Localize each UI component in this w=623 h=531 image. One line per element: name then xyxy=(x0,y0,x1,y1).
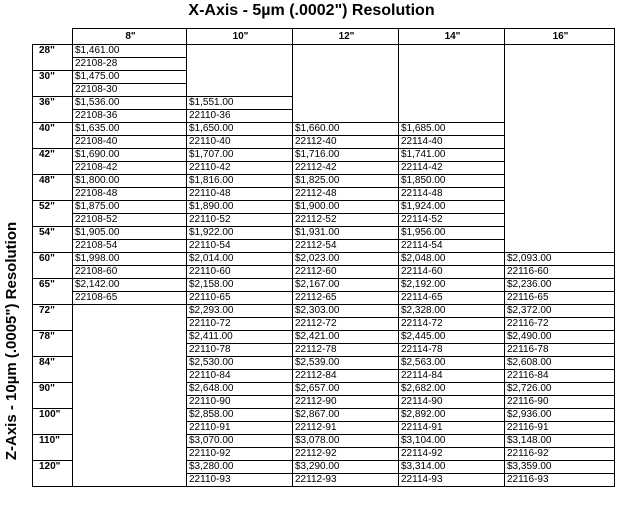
empty-cell xyxy=(187,58,293,71)
price-cell: $2,530.00 xyxy=(187,357,293,370)
empty-cell xyxy=(505,162,615,175)
row-header: 100" xyxy=(33,409,73,435)
price-cell: $1,716.00 xyxy=(293,149,399,162)
table-row xyxy=(33,318,615,331)
price-cell: $1,707.00 xyxy=(187,149,293,162)
part-number-cell: 22116-84 xyxy=(505,370,615,383)
empty-cell xyxy=(187,45,293,58)
part-number-cell: 22116-72 xyxy=(505,318,615,331)
table-row xyxy=(33,292,615,305)
price-cell: $2,682.00 xyxy=(399,383,505,396)
empty-cell xyxy=(505,149,615,162)
table-row xyxy=(33,97,615,110)
table-row xyxy=(33,422,615,435)
empty-cell xyxy=(505,240,615,253)
price-cell: $1,685.00 xyxy=(399,123,505,136)
empty-cell xyxy=(399,84,505,97)
empty-cell xyxy=(73,357,187,370)
part-number-cell: 22110-72 xyxy=(187,318,293,331)
empty-cell xyxy=(293,84,399,97)
price-cell: $2,167.00 xyxy=(293,279,399,292)
price-cell: $1,551.00 xyxy=(187,97,293,110)
table-row xyxy=(33,409,615,422)
empty-cell xyxy=(505,214,615,227)
empty-cell xyxy=(505,45,615,58)
empty-cell xyxy=(505,136,615,149)
part-number-cell: 22110-54 xyxy=(187,240,293,253)
part-number-cell: 22114-84 xyxy=(399,370,505,383)
part-number-cell: 22114-65 xyxy=(399,292,505,305)
empty-cell xyxy=(293,71,399,84)
part-number-cell: 22112-90 xyxy=(293,396,399,409)
price-cell: $2,142.00 xyxy=(73,279,187,292)
price-cell: $2,023.00 xyxy=(293,253,399,266)
part-number-cell: 22108-54 xyxy=(73,240,187,253)
row-header: 90" xyxy=(33,383,73,409)
price-cell: $1,924.00 xyxy=(399,201,505,214)
empty-cell xyxy=(505,110,615,123)
row-header: 120" xyxy=(33,461,73,487)
price-cell: $1,635.00 xyxy=(73,123,187,136)
row-header: 42" xyxy=(33,149,73,175)
price-cell: $3,070.00 xyxy=(187,435,293,448)
price-cell: $1,850.00 xyxy=(399,175,505,188)
empty-cell xyxy=(505,58,615,71)
part-number-cell: 22110-93 xyxy=(187,474,293,487)
part-number-cell: 22108-42 xyxy=(73,162,187,175)
empty-cell xyxy=(293,110,399,123)
part-number-cell: 22116-92 xyxy=(505,448,615,461)
part-number-cell: 22108-65 xyxy=(73,292,187,305)
price-cell: $2,411.00 xyxy=(187,331,293,344)
part-number-cell: 22110-92 xyxy=(187,448,293,461)
column-header: 10" xyxy=(187,29,293,45)
part-number-cell: 22112-42 xyxy=(293,162,399,175)
table-row xyxy=(33,110,615,123)
part-number-cell: 22108-48 xyxy=(73,188,187,201)
part-number-cell: 22112-91 xyxy=(293,422,399,435)
row-header: 48" xyxy=(33,175,73,201)
price-cell: $1,690.00 xyxy=(73,149,187,162)
row-header: 60" xyxy=(33,253,73,279)
column-header: 16" xyxy=(505,29,615,45)
price-cell: $2,372.00 xyxy=(505,305,615,318)
price-cell: $2,657.00 xyxy=(293,383,399,396)
part-number-cell: 22114-93 xyxy=(399,474,505,487)
price-cell: $1,931.00 xyxy=(293,227,399,240)
part-number-cell: 22114-40 xyxy=(399,136,505,149)
table-row xyxy=(33,266,615,279)
part-number-cell: 22114-72 xyxy=(399,318,505,331)
column-header-row xyxy=(33,29,615,45)
price-cell: $2,726.00 xyxy=(505,383,615,396)
part-number-cell: 22110-84 xyxy=(187,370,293,383)
table-row xyxy=(33,214,615,227)
price-cell: $2,328.00 xyxy=(399,305,505,318)
table-row xyxy=(33,123,615,136)
price-cell: $3,078.00 xyxy=(293,435,399,448)
price-table xyxy=(32,28,615,487)
table-row xyxy=(33,71,615,84)
part-number-cell: 22108-30 xyxy=(73,84,187,97)
empty-cell xyxy=(187,84,293,97)
part-number-cell: 22114-42 xyxy=(399,162,505,175)
table-row xyxy=(33,474,615,487)
price-cell: $2,490.00 xyxy=(505,331,615,344)
table-row xyxy=(33,84,615,97)
empty-cell xyxy=(399,110,505,123)
part-number-cell: 22108-60 xyxy=(73,266,187,279)
empty-cell xyxy=(73,435,187,448)
price-cell: $1,650.00 xyxy=(187,123,293,136)
part-number-cell: 22108-28 xyxy=(73,58,187,71)
empty-cell xyxy=(505,201,615,214)
empty-cell xyxy=(505,227,615,240)
price-cell: $2,192.00 xyxy=(399,279,505,292)
part-number-cell: 22112-65 xyxy=(293,292,399,305)
part-number-cell: 22110-78 xyxy=(187,344,293,357)
column-header: 8" xyxy=(73,29,187,45)
price-cell: $3,359.00 xyxy=(505,461,615,474)
row-header: 110" xyxy=(33,435,73,461)
price-cell: $2,303.00 xyxy=(293,305,399,318)
part-number-cell: 22110-52 xyxy=(187,214,293,227)
empty-cell xyxy=(73,474,187,487)
price-cell: $2,858.00 xyxy=(187,409,293,422)
price-cell: $2,158.00 xyxy=(187,279,293,292)
table-row xyxy=(33,149,615,162)
price-cell: $1,956.00 xyxy=(399,227,505,240)
column-header: 14" xyxy=(399,29,505,45)
part-number-cell: 22114-52 xyxy=(399,214,505,227)
row-header: 84" xyxy=(33,357,73,383)
row-header: 40" xyxy=(33,123,73,149)
side-axis-label: Z-Axis - 10µm (.0005") Resolution xyxy=(3,221,20,461)
row-header: 28" xyxy=(33,45,73,71)
part-number-cell: 22114-91 xyxy=(399,422,505,435)
part-number-cell: 22110-42 xyxy=(187,162,293,175)
price-cell: $2,936.00 xyxy=(505,409,615,422)
table-row xyxy=(33,227,615,240)
part-number-cell: 22110-65 xyxy=(187,292,293,305)
empty-cell xyxy=(399,58,505,71)
table-row xyxy=(33,240,615,253)
part-number-cell: 22112-92 xyxy=(293,448,399,461)
part-number-cell: 22112-84 xyxy=(293,370,399,383)
price-cell: $2,539.00 xyxy=(293,357,399,370)
empty-cell xyxy=(505,123,615,136)
column-header: 12" xyxy=(293,29,399,45)
price-cell: $1,475.00 xyxy=(73,71,187,84)
table-row xyxy=(33,461,615,474)
empty-cell xyxy=(73,370,187,383)
part-number-cell: 22112-54 xyxy=(293,240,399,253)
part-number-cell: 22116-90 xyxy=(505,396,615,409)
part-number-cell: 22108-36 xyxy=(73,110,187,123)
part-number-cell: 22110-48 xyxy=(187,188,293,201)
table-row xyxy=(33,58,615,71)
part-number-cell: 22116-65 xyxy=(505,292,615,305)
price-cell: $1,998.00 xyxy=(73,253,187,266)
part-number-cell: 22112-72 xyxy=(293,318,399,331)
empty-cell xyxy=(505,188,615,201)
price-cell: $2,048.00 xyxy=(399,253,505,266)
empty-cell xyxy=(293,97,399,110)
part-number-cell: 22114-78 xyxy=(399,344,505,357)
price-cell: $1,660.00 xyxy=(293,123,399,136)
part-number-cell: 22112-78 xyxy=(293,344,399,357)
part-number-cell: 22112-40 xyxy=(293,136,399,149)
row-header: 78" xyxy=(33,331,73,357)
price-cell: $1,922.00 xyxy=(187,227,293,240)
part-number-cell: 22110-36 xyxy=(187,110,293,123)
table-row xyxy=(33,136,615,149)
empty-cell xyxy=(73,344,187,357)
row-header: 72" xyxy=(33,305,73,331)
empty-cell xyxy=(73,318,187,331)
empty-cell xyxy=(73,422,187,435)
part-number-cell: 22108-40 xyxy=(73,136,187,149)
part-number-cell: 22112-52 xyxy=(293,214,399,227)
price-cell: $1,825.00 xyxy=(293,175,399,188)
price-cell: $1,875.00 xyxy=(73,201,187,214)
part-number-cell: 22110-91 xyxy=(187,422,293,435)
table-row xyxy=(33,279,615,292)
empty-cell xyxy=(293,45,399,58)
price-cell: $2,421.00 xyxy=(293,331,399,344)
table-row xyxy=(33,188,615,201)
table-row xyxy=(33,253,615,266)
price-cell: $2,293.00 xyxy=(187,305,293,318)
empty-cell xyxy=(73,461,187,474)
price-cell: $2,648.00 xyxy=(187,383,293,396)
price-cell: $1,890.00 xyxy=(187,201,293,214)
part-number-cell: 22114-60 xyxy=(399,266,505,279)
table-body xyxy=(33,45,615,487)
row-header: 65" xyxy=(33,279,73,305)
table-row xyxy=(33,435,615,448)
price-cell: $3,148.00 xyxy=(505,435,615,448)
price-cell: $2,445.00 xyxy=(399,331,505,344)
price-cell: $1,905.00 xyxy=(73,227,187,240)
price-cell: $2,608.00 xyxy=(505,357,615,370)
price-cell: $2,892.00 xyxy=(399,409,505,422)
part-number-cell: 22116-91 xyxy=(505,422,615,435)
part-number-cell: 22110-60 xyxy=(187,266,293,279)
corner-cell xyxy=(33,29,73,45)
price-cell: $2,093.00 xyxy=(505,253,615,266)
price-cell: $2,014.00 xyxy=(187,253,293,266)
price-cell: $1,800.00 xyxy=(73,175,187,188)
part-number-cell: 22110-40 xyxy=(187,136,293,149)
price-cell: $3,290.00 xyxy=(293,461,399,474)
empty-cell xyxy=(505,97,615,110)
part-number-cell: 22116-78 xyxy=(505,344,615,357)
part-number-cell: 22116-93 xyxy=(505,474,615,487)
table-row xyxy=(33,305,615,318)
table-row xyxy=(33,45,615,58)
price-cell: $2,236.00 xyxy=(505,279,615,292)
price-cell: $2,867.00 xyxy=(293,409,399,422)
row-header: 36" xyxy=(33,97,73,123)
table-row xyxy=(33,396,615,409)
row-header: 52" xyxy=(33,201,73,227)
row-header: 30" xyxy=(33,71,73,97)
empty-cell xyxy=(505,71,615,84)
table-row xyxy=(33,175,615,188)
table-row xyxy=(33,162,615,175)
part-number-cell: 22110-90 xyxy=(187,396,293,409)
price-cell: $3,314.00 xyxy=(399,461,505,474)
empty-cell xyxy=(73,448,187,461)
table-row xyxy=(33,383,615,396)
empty-cell xyxy=(399,71,505,84)
price-cell: $1,816.00 xyxy=(187,175,293,188)
table-row xyxy=(33,201,615,214)
price-cell: $3,104.00 xyxy=(399,435,505,448)
empty-cell xyxy=(73,396,187,409)
part-number-cell: 22114-48 xyxy=(399,188,505,201)
row-header: 54" xyxy=(33,227,73,253)
price-cell: $1,741.00 xyxy=(399,149,505,162)
price-cell: $3,280.00 xyxy=(187,461,293,474)
empty-cell xyxy=(73,409,187,422)
table-row xyxy=(33,344,615,357)
table-row xyxy=(33,357,615,370)
empty-cell xyxy=(399,45,505,58)
empty-cell xyxy=(187,71,293,84)
empty-cell xyxy=(399,97,505,110)
part-number-cell: 22112-60 xyxy=(293,266,399,279)
price-cell: $1,461.00 xyxy=(73,45,187,58)
table-row xyxy=(33,331,615,344)
part-number-cell: 22114-90 xyxy=(399,396,505,409)
price-cell: $2,563.00 xyxy=(399,357,505,370)
part-number-cell: 22112-48 xyxy=(293,188,399,201)
part-number-cell: 22108-52 xyxy=(73,214,187,227)
empty-cell xyxy=(73,383,187,396)
empty-cell xyxy=(293,58,399,71)
part-number-cell: 22112-93 xyxy=(293,474,399,487)
table-row xyxy=(33,448,615,461)
part-number-cell: 22116-60 xyxy=(505,266,615,279)
empty-cell xyxy=(73,331,187,344)
page-title: X-Axis - 5µm (.0002") Resolution xyxy=(188,2,435,19)
part-number-cell: 22114-92 xyxy=(399,448,505,461)
table-row xyxy=(33,370,615,383)
empty-cell xyxy=(505,84,615,97)
empty-cell xyxy=(73,305,187,318)
empty-cell xyxy=(505,175,615,188)
price-cell: $1,536.00 xyxy=(73,97,187,110)
price-cell: $1,900.00 xyxy=(293,201,399,214)
part-number-cell: 22114-54 xyxy=(399,240,505,253)
